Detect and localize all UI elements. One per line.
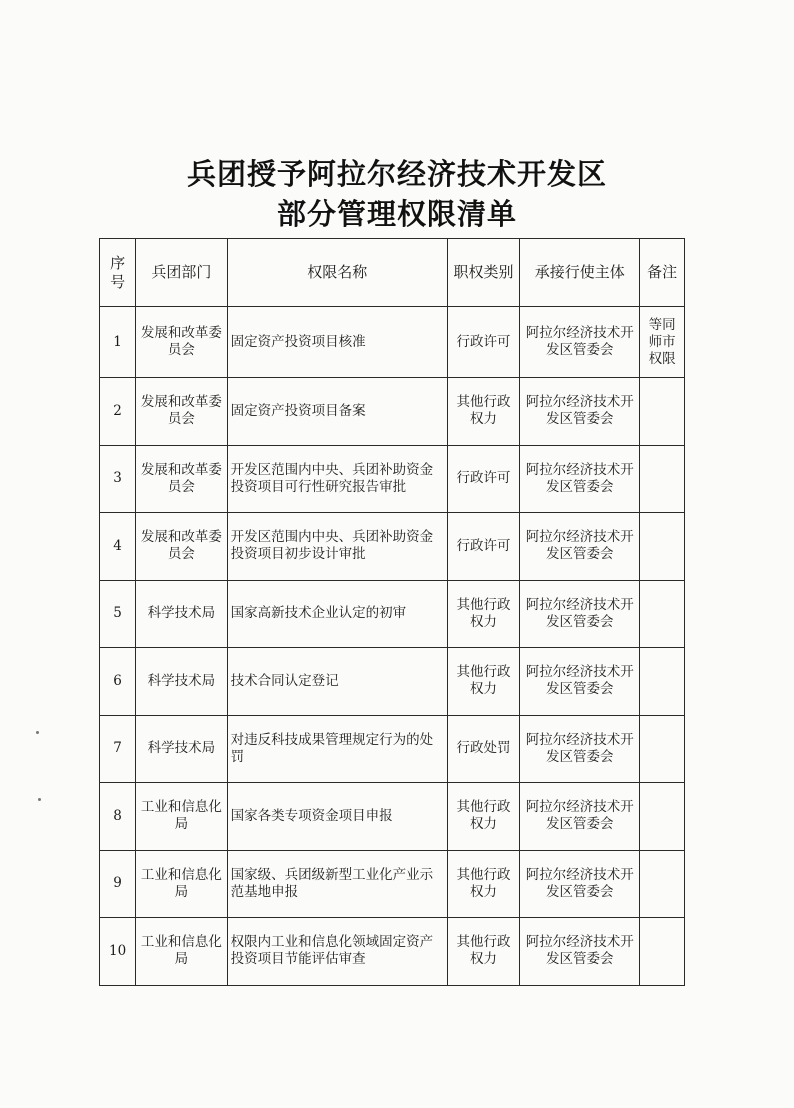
- cell-note: [640, 513, 685, 581]
- header-note: 备注: [640, 239, 685, 307]
- table-header-row: [100, 239, 685, 307]
- cell-type: 其他行政权力: [447, 378, 519, 446]
- scan-speck: [38, 798, 41, 801]
- cell-dept: 发展和改革委员会: [136, 307, 227, 378]
- cell-note: [640, 580, 685, 648]
- cell-name: 固定资产投资项目核准: [227, 307, 447, 378]
- cell-name: 国家高新技术企业认定的初审: [227, 580, 447, 648]
- cell-note: [640, 918, 685, 986]
- cell-type: 行政许可: [447, 513, 519, 581]
- cell-name: 权限内工业和信息化领域固定资产投资项目节能评估审查: [227, 918, 447, 986]
- cell-note: [640, 648, 685, 716]
- cell-subject: 阿拉尔经济技术开发区管委会: [520, 850, 640, 918]
- cell-type: 行政许可: [447, 307, 519, 378]
- header-no: 序号: [100, 239, 136, 307]
- table-row: [100, 783, 685, 851]
- cell-note: [640, 850, 685, 918]
- cell-no: 5: [100, 580, 136, 648]
- cell-type: 其他行政权力: [447, 783, 519, 851]
- cell-name: 开发区范围内中央、兵团补助资金投资项目可行性研究报告审批: [227, 445, 447, 513]
- document-title-line1: 兵团授予阿拉尔经济技术开发区: [186, 157, 607, 191]
- cell-note: [640, 445, 685, 513]
- cell-no: 10: [100, 918, 136, 986]
- cell-dept: 发展和改革委员会: [136, 378, 227, 446]
- cell-subject: 阿拉尔经济技术开发区管委会: [520, 378, 640, 446]
- table-row: [100, 513, 685, 581]
- cell-subject: 阿拉尔经济技术开发区管委会: [520, 918, 640, 986]
- cell-no: 3: [100, 445, 136, 513]
- cell-type: 其他行政权力: [447, 580, 519, 648]
- cell-dept: 科学技术局: [136, 715, 227, 783]
- cell-note: [640, 378, 685, 446]
- table-row: [100, 378, 685, 446]
- header-dept: 兵团部门: [136, 239, 227, 307]
- document-title-line2: 部分管理权限清单: [276, 197, 517, 231]
- table-row: [100, 307, 685, 378]
- header-type: 职权类别: [447, 239, 519, 307]
- cell-no: 9: [100, 850, 136, 918]
- cell-type: 行政处罚: [447, 715, 519, 783]
- cell-no: 6: [100, 648, 136, 716]
- cell-subject: 阿拉尔经济技术开发区管委会: [520, 715, 640, 783]
- cell-dept: 工业和信息化局: [136, 850, 227, 918]
- cell-type: 其他行政权力: [447, 850, 519, 918]
- cell-subject: 阿拉尔经济技术开发区管委会: [520, 783, 640, 851]
- cell-no: 7: [100, 715, 136, 783]
- cell-subject: 阿拉尔经济技术开发区管委会: [520, 648, 640, 716]
- cell-subject: 阿拉尔经济技术开发区管委会: [520, 307, 640, 378]
- cell-note: [640, 715, 685, 783]
- cell-name: 固定资产投资项目备案: [227, 378, 447, 446]
- cell-name: 对违反科技成果管理规定行为的处罚: [227, 715, 447, 783]
- cell-name: 国家级、兵团级新型工业化产业示范基地申报: [227, 850, 447, 918]
- cell-type: 其他行政权力: [447, 648, 519, 716]
- table-row: [100, 715, 685, 783]
- cell-no: 4: [100, 513, 136, 581]
- table-row: [100, 918, 685, 986]
- cell-type: 其他行政权力: [447, 918, 519, 986]
- cell-no: 1: [100, 307, 136, 378]
- header-subject: 承接行使主体: [520, 239, 640, 307]
- cell-type: 行政许可: [447, 445, 519, 513]
- cell-subject: 阿拉尔经济技术开发区管委会: [520, 513, 640, 581]
- cell-subject: 阿拉尔经济技术开发区管委会: [520, 445, 640, 513]
- header-name: 权限名称: [227, 239, 447, 307]
- permission-table: [99, 238, 685, 986]
- cell-name: 国家各类专项资金项目申报: [227, 783, 447, 851]
- cell-no: 8: [100, 783, 136, 851]
- scan-speck: [36, 731, 39, 734]
- table-row: [100, 850, 685, 918]
- cell-no: 2: [100, 378, 136, 446]
- cell-name: 技术合同认定登记: [227, 648, 447, 716]
- cell-dept: 工业和信息化局: [136, 783, 227, 851]
- table-row: [100, 580, 685, 648]
- cell-note: 等同师市权限: [640, 307, 685, 378]
- cell-dept: 工业和信息化局: [136, 918, 227, 986]
- cell-dept: 发展和改革委员会: [136, 513, 227, 581]
- cell-name: 开发区范围内中央、兵团补助资金投资项目初步设计审批: [227, 513, 447, 581]
- cell-dept: 发展和改革委员会: [136, 445, 227, 513]
- cell-subject: 阿拉尔经济技术开发区管委会: [520, 580, 640, 648]
- cell-dept: 科学技术局: [136, 580, 227, 648]
- table-row: [100, 648, 685, 716]
- cell-dept: 科学技术局: [136, 648, 227, 716]
- cell-note: [640, 783, 685, 851]
- table-row: [100, 445, 685, 513]
